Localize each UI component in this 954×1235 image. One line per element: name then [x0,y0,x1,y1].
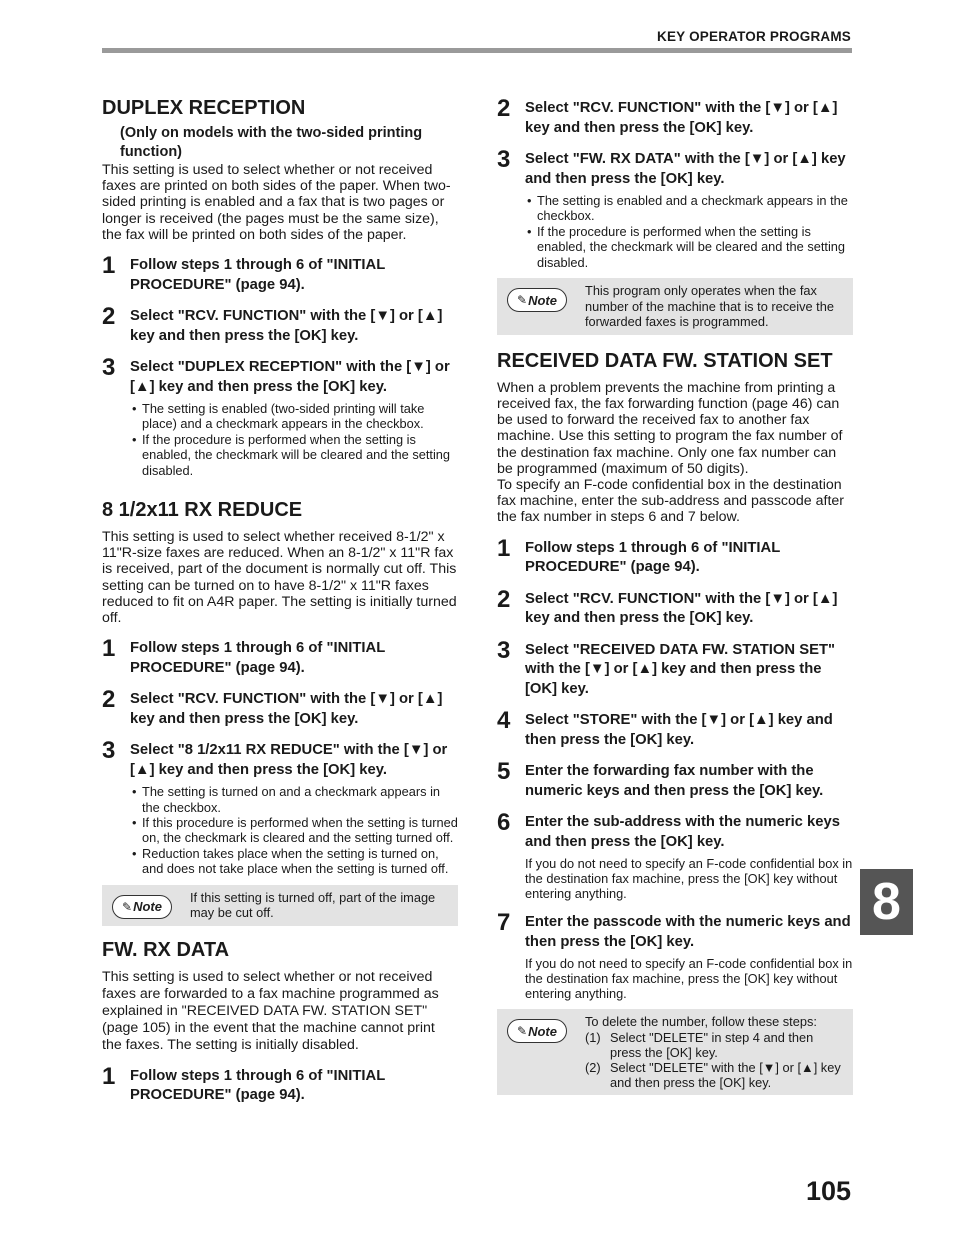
step-item [497,707,853,750]
section-subtitle: (Only on models with the two-sided printing function) [120,125,423,160]
step-number: 5 [497,758,511,786]
step-item [497,636,853,700]
note-label: Note [133,899,162,915]
note-box [102,885,458,926]
section-title: FW. RX DATA [102,938,230,961]
step-number: 2 [102,303,116,331]
bullet-item: • Reduction takes place when the setting is turned on, and does not take place when the setting is turned off. [130,846,458,877]
step-text: Enter the passcode with the numeric keys and then press the [OK] key. [525,914,851,950]
pencil-icon: ✎ [517,1024,528,1039]
left-column [102,96,458,1106]
bullet-list [525,193,853,270]
step-number: 3 [497,146,511,173]
step-item [497,146,853,270]
bullet-item: • If the procedure is performed when the setting is enabled, the checkmark will be cleared and the setting disabled. [130,432,458,478]
note-label: Note [528,1023,557,1039]
step-number: 1 [497,534,511,562]
step-item [497,809,853,902]
step-detail: If you do not need to specify an F-code confidential box in the destination fax machine, press the [OK] key without entering anything. [525,956,853,1002]
step-text: Select "8 1/2x11 RX REDUCE" with the [▼] or [▲] key and then press the [OK] key. [130,742,448,778]
note-badge [112,895,172,919]
bullet-item: • The setting is turned on and a checkmark appears in the checkbox. [130,784,458,815]
section-title: RECEIVED DATA FW. STATION SET [497,349,833,372]
note-text [585,1014,843,1090]
section-body: When a problem prevents the machine from printing a received fax, the fax forwarding function (page 46) can be used to forward the received fax to another fax machine. Use this setting to program the fax number of the destination fax machine. Only one fax number can be programmed (maximum of 50 digits). [497,379,843,477]
section-title: DUPLEX RECEPTION [102,97,306,119]
step-item [497,758,853,801]
step-text: Follow steps 1 through 6 of "INITIAL PROCEDURE" (page 94). [525,539,781,576]
step-text: Select "STORE" with the [▼] or [▲] key and then press the [OK] key. [525,712,833,748]
step-item [102,686,458,729]
step-number: 3 [102,354,116,382]
step-item [102,1062,458,1106]
step-number: 2 [102,686,116,714]
running-header: KEY OPERATOR PROGRAMS [657,29,851,44]
section-body: This setting is used to select whether received 8-1/2" x 11"R-size faxes are reduced. When an 8-1/2" x 11"R fax is received, part of the document is normally cut off. This setting can be turned on to have 8-1/2" x 11"R faxes reduced to fit on A4R paper. The setting is initially turned off. [102,529,457,627]
bullet-item: • If this procedure is performed when the setting is turned on, the checkmark is cleared and the setting turned off. [130,815,458,846]
step-text: Select "FW. RX DATA" with the [▼] or [▲] key and then press the [OK] key. [525,151,846,187]
step-number: 1 [102,635,116,663]
step-item [102,252,458,295]
section-rx-reduce [102,498,458,926]
note-step: (2) Select "DELETE" with the [▼] or [▲] key and then press the [OK] key. [585,1059,841,1090]
bullet-list [130,784,458,876]
section-body-continued: To specify an F-code confidential box in the destination fax machine, enter the sub-address and passcode after the fax number in steps 6 and 7 below. [497,477,845,526]
section-body: This setting is used to select whether or not received faxes are printed on both sides of the paper. When two-sided printing is enabled and a fax that is two pages or longer is received (the pages must be the same size), the fax will be printed on both sides of the paper. [102,162,451,243]
step-item [102,635,458,678]
step-item [102,303,458,346]
section-title: 8 1/2x11 RX REDUCE [102,499,303,522]
page-number: 105 [805,1176,851,1206]
bullet-item: • The setting is enabled (two-sided printing will take place) and a checkmark appears in the checkbox. [130,401,458,432]
step-item [102,737,458,877]
step-item [497,909,853,1002]
step-text: Follow steps 1 through 6 of "INITIAL PROCEDURE" (page 94). [130,1067,386,1104]
step-number: 4 [497,707,511,735]
step-item [497,534,853,578]
section-received-data-fw-station-set [497,349,853,1095]
step-number: 1 [102,1062,116,1090]
note-label: Note [528,292,557,308]
step-number: 7 [497,909,511,937]
step-number: 2 [497,95,511,122]
step-text: Select "DUPLEX RECEPTION" with the [▼] or [▲] key and then press the [OK] key. [130,359,450,395]
note-box [497,278,853,335]
step-number: 3 [102,737,116,765]
section-fw-rx-data [102,938,458,1106]
right-column [497,96,853,1095]
pencil-icon: ✎ [517,293,528,308]
note-badge [507,1019,567,1043]
note-box [497,1009,853,1095]
bullet-item: • If the procedure is performed when the setting is enabled, the checkmark will be cleared and the setting disabled. [525,224,853,270]
step-detail: If you do not need to specify an F-code confidential box in the destination fax machine, press the [OK] key without entering anything. [525,856,853,902]
note-steps [585,1030,843,1090]
step-text: Select "RECEIVED DATA FW. STATION SET" with the [▼] or [▲] key and then press the [OK] key. [525,641,835,697]
step-item [497,585,853,629]
section-duplex-reception [102,96,458,478]
step-text: Select "RCV. FUNCTION" with the [▼] or [▲] key and then press the [OK] key. [525,590,838,627]
step-text: Follow steps 1 through 6 of "INITIAL PROCEDURE" (page 94). [130,640,386,676]
step-number: 6 [497,809,511,837]
note-badge [507,288,567,312]
section-body: This setting is used to select whether or not received faxes are forwarded to a fax machine programmed as explained in "RECEIVED DATA FW. STATION SET" (page 105) in the event that the machine cannot print the faxes. The setting is initially disabled. [102,968,439,1053]
note-intro: To delete the number, follow these steps: [585,1014,817,1030]
step-text: Enter the forwarding fax number with the numeric keys and then press the [OK] key. [525,763,824,799]
bullet-item: • The setting is enabled and a checkmark appears in the checkbox. [525,193,853,224]
bullet-list [130,401,458,478]
step-text: Select "RCV. FUNCTION" with the [▼] or [▲] key and then press the [OK] key. [130,308,443,344]
step-text: Select "RCV. FUNCTION" with the [▼] or [▲] key and then press the [OK] key. [130,691,443,727]
note-text: This program only operates when the fax number of the machine that is to receive the forwarded faxes is programmed. [585,283,834,330]
step-number: 2 [497,585,511,613]
section-fw-rx-data-continued [497,95,853,335]
step-number: 3 [497,636,511,664]
header-rule [102,48,852,53]
pencil-icon: ✎ [122,899,133,914]
chapter-tab: 8 [860,869,913,935]
step-text: Select "RCV. FUNCTION" with the [▼] or [▲] key and then press the [OK] key. [525,100,838,136]
note-step: (1) Select "DELETE" in step 4 and then press the [OK] key. [585,1029,814,1060]
step-text: Enter the sub-address with the numeric keys and then press the [OK] key. [525,814,840,850]
note-text: If this setting is turned off, part of the image may be cut off. [190,889,436,921]
step-item [102,354,458,478]
step-number: 1 [102,252,116,280]
step-text: Follow steps 1 through 6 of "INITIAL PROCEDURE" (page 94). [130,257,386,293]
step-item [497,95,853,138]
